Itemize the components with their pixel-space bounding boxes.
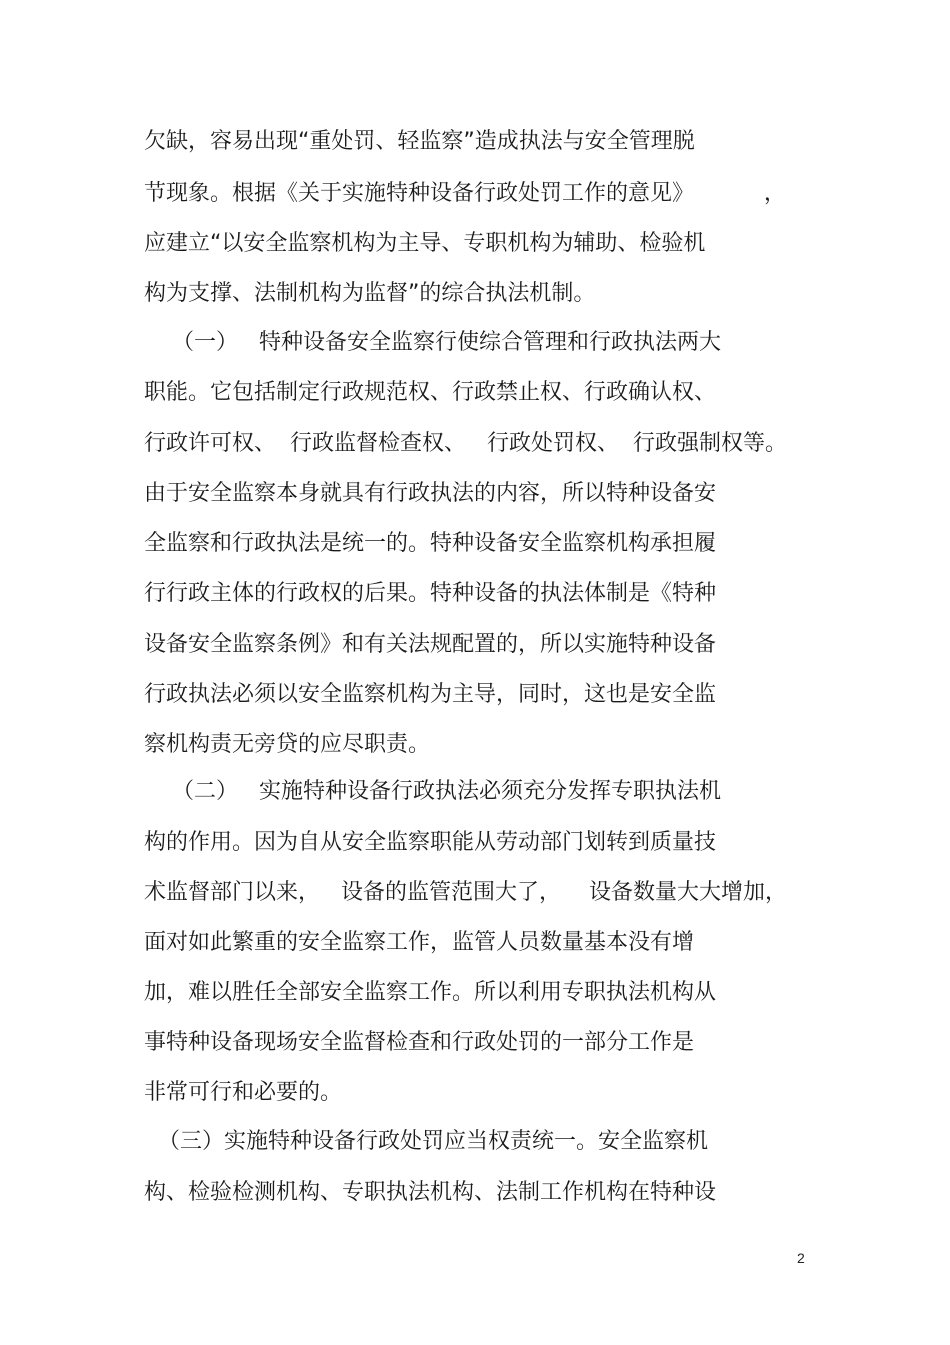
- text-line: 由于安全监察本身就具有行政执法的内容，所以特种设备安: [144, 481, 717, 506]
- text-line: 设备安全监察条例》和有关法规配置的，所以实施特种设备: [144, 632, 717, 657]
- text-line: 面对如此繁重的安全监察工作，监管人员数量基本没有增: [144, 930, 695, 955]
- text-line: 行政许可权、 行政监督检查权、 行政处罚权、 行政强制权等。: [144, 431, 787, 456]
- text-line: 行行政主体的行政权的后果。特种设备的执法体制是《特种: [144, 581, 717, 606]
- text-line: 构为支撑、法制机构为监督”的综合执法机制。: [144, 281, 596, 306]
- text-line: 术监督部门以来， 设备的监管范围大了， 设备数量大大增加，: [144, 880, 787, 905]
- paragraph-heading-2: （二） 实施特种设备行政执法必须充分发挥专职执法机: [144, 779, 721, 804]
- text-line: 行政执法必须以安全监察机构为主导，同时，这也是安全监: [144, 682, 717, 707]
- text-line: 非常可行和必要的。: [144, 1080, 343, 1105]
- paragraph-heading-1: （一） 特种设备安全监察行使综合管理和行政执法两大: [144, 330, 721, 355]
- text-line: 全监察和行政执法是统一的。特种设备安全监察机构承担履: [144, 531, 717, 556]
- paragraph-heading-3: （三）实施特种设备行政处罚应当权责统一。安全监察机: [144, 1129, 708, 1154]
- text-line: 职能。它包括制定行政规范权、行政禁止权、行政确认权、: [144, 380, 717, 405]
- text-line: 欠缺，容易出现“重处罚、轻监察”造成执法与安全管理脱: [144, 129, 695, 154]
- page-number: 2: [797, 1250, 805, 1266]
- text-line: 察机构责无旁贷的应尽职责。: [144, 732, 431, 757]
- text-line: 构、检验检测机构、专职执法机构、法制工作机构在特种设: [144, 1180, 717, 1205]
- text-line: 构的作用。因为自从安全监察职能从劳动部门划转到质量技: [144, 830, 717, 855]
- text-line: 节现象。根据《关于实施特种设备行政处罚工作的意见》 ，: [144, 181, 786, 206]
- text-line: 应建立“以安全监察机构为主导、专职机构为辅助、检验机: [144, 231, 706, 256]
- text-line: 加，难以胜任全部安全监察工作。所以利用专职执法机构从: [144, 980, 717, 1005]
- text-line: 事特种设备现场安全监督检查和行政处罚的一部分工作是: [144, 1030, 695, 1055]
